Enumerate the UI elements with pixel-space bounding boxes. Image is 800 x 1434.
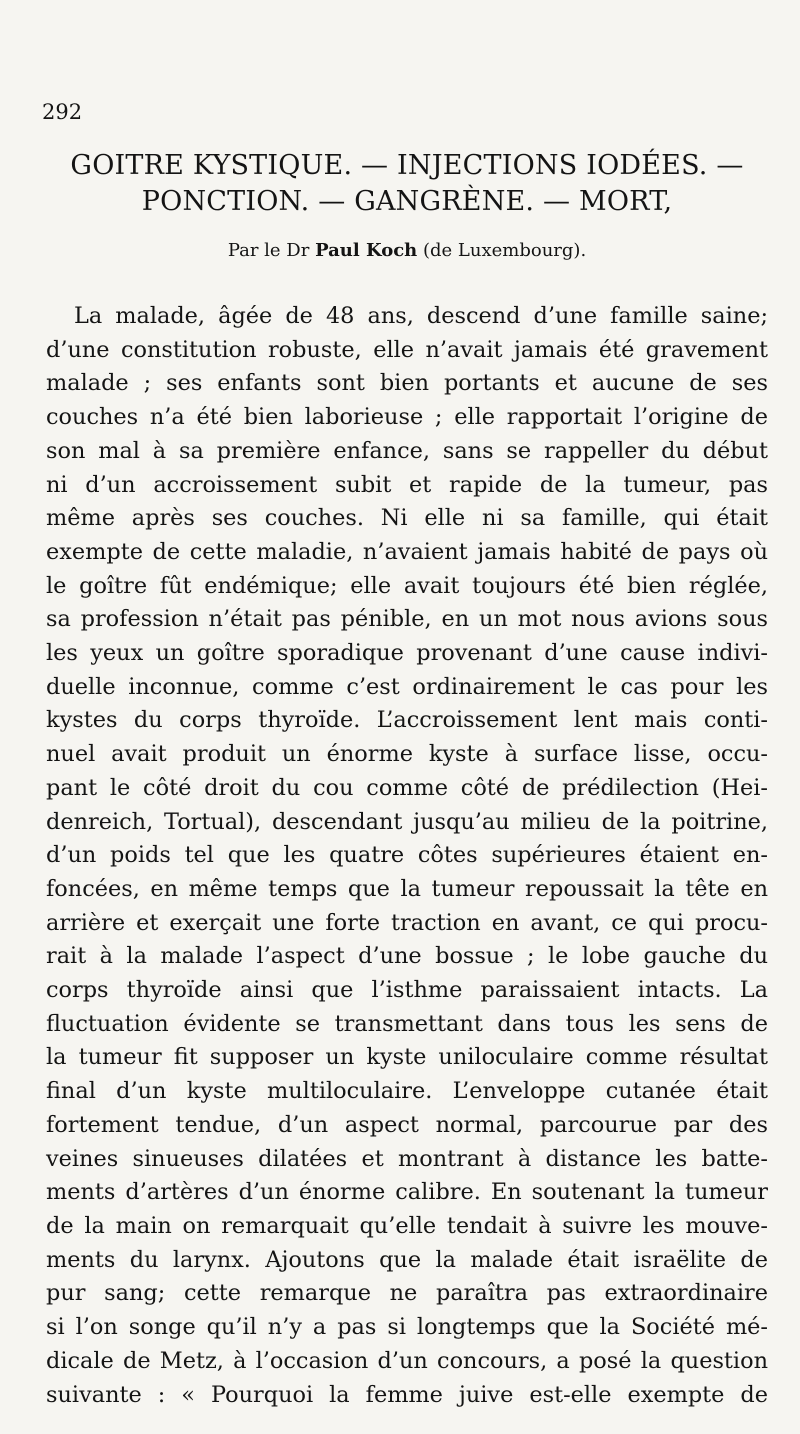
- byline-suffix: (de Luxembourg).: [417, 240, 587, 261]
- article-title: [46, 148, 768, 220]
- text-line: final d’un kyste multiloculaire. L’enveloppe cutanée était: [46, 1078, 768, 1105]
- text-line: nuel avait produit un énorme kyste à surface lisse, occu-: [46, 741, 768, 768]
- text-line: malade ; ses enfants sont bien portants et aucune de ses: [46, 370, 768, 397]
- text-line: foncées, en même temps que la tumeur repoussait la tête en: [46, 875, 768, 902]
- text-line: ni d’un accroissement subit et rapide de la tumeur, pas: [46, 471, 768, 498]
- text-line: denreich, Tortual), descendant jusqu’au milieu de la poitrine,: [46, 808, 768, 835]
- text-line: corps thyroïde ainsi que l’isthme paraissaient intacts. La: [46, 977, 768, 1004]
- text-line: le goître fût endémique; elle avait toujours été bien réglée,: [46, 572, 768, 599]
- text-line: La malade, âgée de 48 ans, descend d’une famille saine;: [74, 303, 768, 329]
- text-line: arrière et exerçait une forte traction en avant, ce qui procu-: [46, 909, 768, 936]
- text-line: pant le côté droit du cou comme côté de prédilection (Hei-: [46, 774, 768, 801]
- text-line: exempte de cette maladie, n’avaient jamais habité de pays où: [46, 538, 768, 565]
- text-line: duelle inconnue, comme c’est ordinairement le cas pour les: [46, 673, 768, 700]
- text-line: même après ses couches. Ni elle ni sa famille, qui était: [46, 505, 768, 532]
- byline-prefix: Par le Dr: [227, 240, 316, 261]
- title-line-1: GOITRE KYSTIQUE. — INJECTIONS IODÉES. —: [70, 150, 744, 181]
- text-line: ments du larynx. Ajoutons que la malade était israëlite de: [46, 1246, 768, 1273]
- text-line: son mal à sa première enfance, sans se rappeller du début: [46, 437, 768, 464]
- text-line: veines sinueuses dilatées et montrant à distance les batte-: [46, 1145, 768, 1172]
- text-line: les yeux un goître sporadique provenant d’une cause indivi-: [46, 640, 768, 667]
- byline: [46, 240, 768, 261]
- text-line: d’une constitution robuste, elle n’avait jamais été gravement: [46, 336, 768, 363]
- text-line: pur sang; cette remarque ne paraîtra pas extraordinaire: [46, 1280, 768, 1307]
- text-line: la tumeur fit supposer un kyste uniloculaire comme résultat: [46, 1044, 768, 1071]
- text-line: de la main on remarquait qu’elle tendait à suivre les mouve-: [46, 1212, 768, 1239]
- body-paragraph: [46, 300, 768, 1412]
- page-number: 292: [42, 100, 83, 124]
- text-line: sa profession n’était pas pénible, en un mot nous avions sous: [46, 606, 768, 633]
- text-line: d’un poids tel que les quatre côtes supérieures étaient en-: [46, 842, 768, 869]
- text-line: couches n’a été bien laborieuse ; elle rapportait l’origine de: [46, 404, 768, 431]
- author-name: Paul Koch: [315, 240, 418, 261]
- text-line: suivante : « Pourquoi la femme juive est-elle exempte de: [46, 1381, 768, 1408]
- text-line: kystes du corps thyroïde. L’accroissement lent mais conti-: [46, 707, 768, 734]
- text-line: si l’on songe qu’il n’y a pas si longtemps que la Société mé-: [46, 1314, 768, 1341]
- title-line-2: PONCTION. — GANGRÈNE. — MORT,: [141, 186, 673, 217]
- text-line: dicale de Metz, à l’occasion d’un concours, a posé la question: [46, 1347, 768, 1374]
- text-line: fortement tendue, d’un aspect normal, parcourue par des: [46, 1111, 768, 1138]
- text-line: ments d’artères d’un énorme calibre. En soutenant la tumeur: [46, 1179, 768, 1206]
- text-line: rait à la malade l’aspect d’une bossue ; le lobe gauche du: [46, 943, 768, 970]
- text-line: fluctuation évidente se transmettant dans tous les sens de: [46, 1010, 768, 1037]
